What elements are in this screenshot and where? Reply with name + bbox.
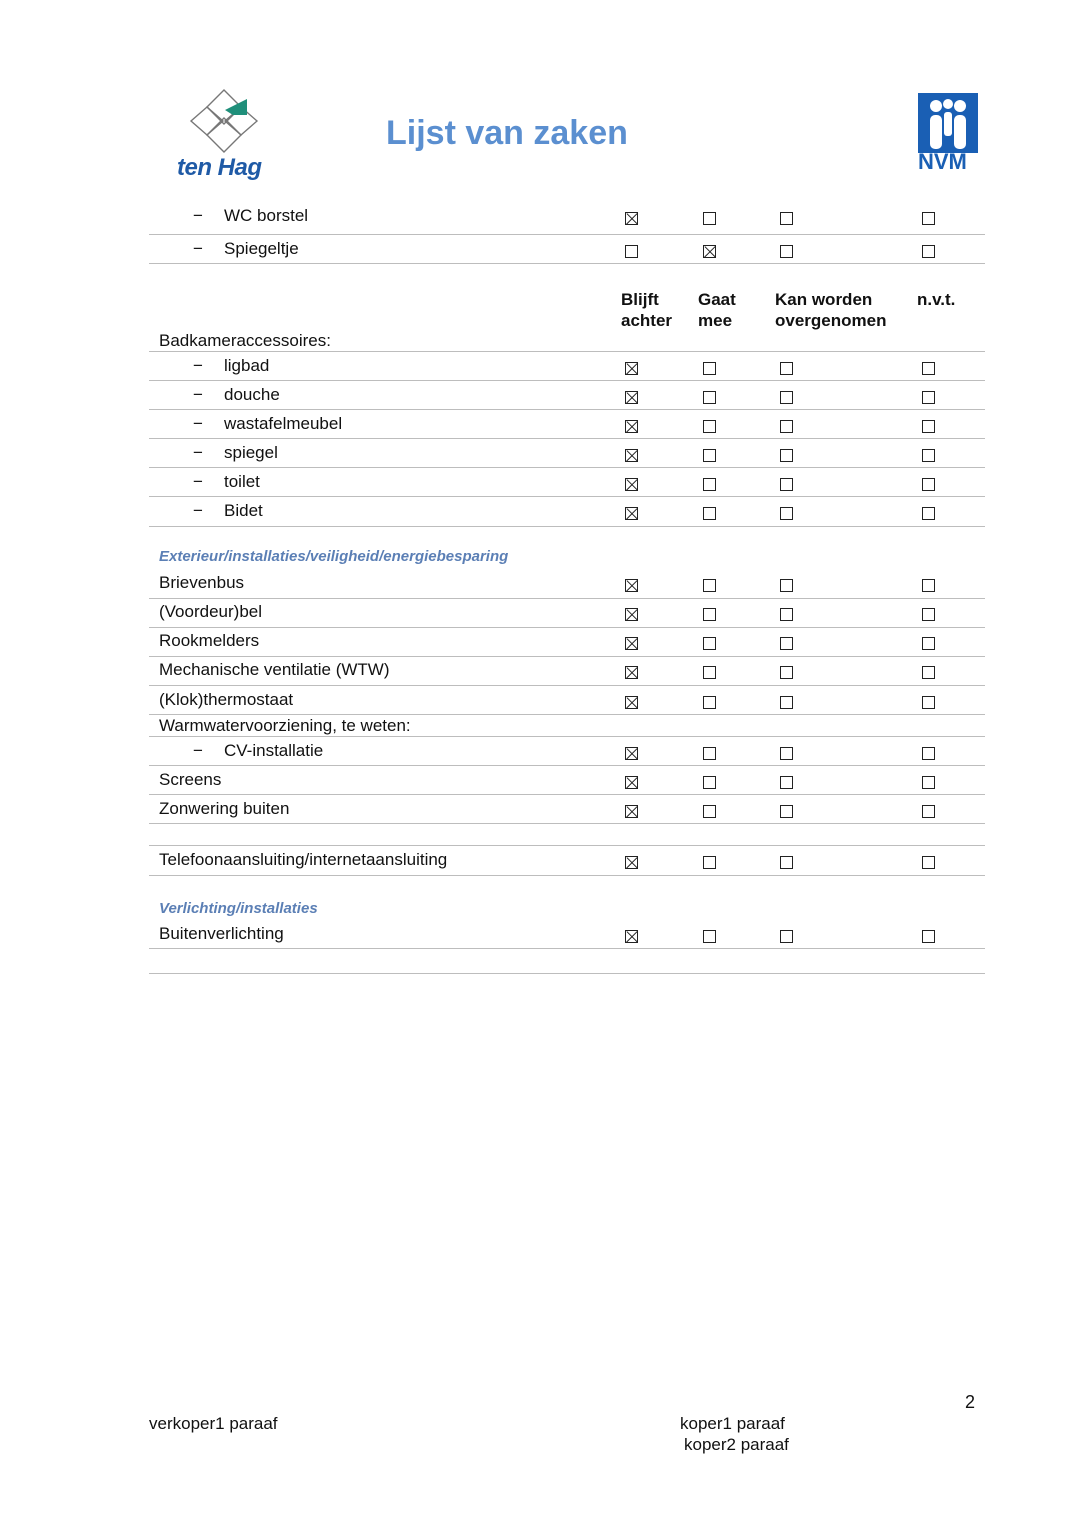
list-dash-icon: − bbox=[193, 443, 203, 462]
column-header-line: n.v.t. bbox=[917, 290, 956, 309]
column-header-blijft-achter bbox=[621, 289, 672, 331]
row-label: Spiegeltje bbox=[224, 239, 299, 258]
checkbox-gaat-mee[interactable] bbox=[703, 507, 716, 520]
list-dash-icon: − bbox=[193, 501, 203, 520]
checkbox-nvt[interactable] bbox=[922, 245, 935, 258]
table-row bbox=[149, 766, 985, 795]
checkbox-blijft-achter[interactable] bbox=[625, 696, 638, 709]
row-label: Buitenverlichting bbox=[159, 924, 284, 943]
table-row bbox=[149, 598, 985, 628]
row-label: ligbad bbox=[224, 356, 270, 375]
checkbox-gaat-mee[interactable] bbox=[703, 776, 716, 789]
table-row bbox=[149, 737, 985, 766]
table-row bbox=[149, 920, 985, 949]
checkbox-kan-worden-overgenomen[interactable] bbox=[780, 747, 793, 760]
checkbox-kan-worden-overgenomen[interactable] bbox=[780, 696, 793, 709]
column-header-line: Gaat bbox=[698, 290, 736, 309]
checkbox-blijft-achter[interactable] bbox=[625, 362, 638, 375]
checkbox-gaat-mee[interactable] bbox=[703, 449, 716, 462]
list-dash-icon: − bbox=[193, 239, 203, 258]
checkbox-blijft-achter[interactable] bbox=[625, 856, 638, 869]
column-header-nvt bbox=[917, 289, 955, 310]
column-header-line: Kan worden bbox=[775, 290, 873, 309]
row-label: CV-installatie bbox=[224, 741, 324, 760]
table-row bbox=[149, 846, 985, 876]
seller-initials-label: verkoper1 paraaf bbox=[149, 1414, 278, 1433]
table-row bbox=[149, 381, 985, 410]
table-row bbox=[149, 824, 985, 846]
checkbox-nvt[interactable] bbox=[922, 747, 935, 760]
checkbox-blijft-achter[interactable] bbox=[625, 666, 638, 679]
checkbox-blijft-achter[interactable] bbox=[625, 608, 638, 621]
pinwheel-icon bbox=[189, 88, 259, 154]
nvm-logo bbox=[918, 93, 980, 177]
checkbox-nvt[interactable] bbox=[922, 362, 935, 375]
row-label: Brievenbus bbox=[159, 573, 245, 592]
checkbox-gaat-mee[interactable] bbox=[703, 212, 716, 225]
checkbox-nvt[interactable] bbox=[922, 478, 935, 491]
column-header-line: overgenomen bbox=[775, 311, 887, 330]
checkbox-nvt[interactable] bbox=[922, 449, 935, 462]
checkbox-blijft-achter[interactable] bbox=[625, 637, 638, 650]
nvm-logo-text: NVM bbox=[918, 149, 967, 174]
checkbox-blijft-achter[interactable] bbox=[625, 449, 638, 462]
checkbox-kan-worden-overgenomen[interactable] bbox=[780, 776, 793, 789]
checkbox-nvt[interactable] bbox=[922, 608, 935, 621]
checkbox-gaat-mee[interactable] bbox=[703, 696, 716, 709]
checkbox-gaat-mee[interactable] bbox=[703, 391, 716, 404]
checkbox-nvt[interactable] bbox=[922, 696, 935, 709]
checkbox-kan-worden-overgenomen[interactable] bbox=[780, 856, 793, 869]
table-row bbox=[149, 439, 985, 468]
checkbox-nvt[interactable] bbox=[922, 930, 935, 943]
row-label: Rookmelders bbox=[159, 631, 260, 650]
row-label: toilet bbox=[224, 472, 260, 491]
checkbox-kan-worden-overgenomen[interactable] bbox=[780, 637, 793, 650]
buyer1-initials-label: koper1 paraaf bbox=[680, 1414, 785, 1433]
checkbox-nvt[interactable] bbox=[922, 507, 935, 520]
checkbox-kan-worden-overgenomen[interactable] bbox=[780, 449, 793, 462]
list-dash-icon: − bbox=[193, 414, 203, 433]
checkbox-nvt[interactable] bbox=[922, 805, 935, 818]
column-header-line: achter bbox=[621, 311, 673, 330]
row-label: Warmwatervoorziening, te weten: bbox=[159, 716, 411, 735]
checkbox-gaat-mee[interactable] bbox=[703, 362, 716, 375]
checkbox-kan-worden-overgenomen[interactable] bbox=[780, 608, 793, 621]
checkbox-nvt[interactable] bbox=[922, 391, 935, 404]
checkbox-gaat-mee[interactable] bbox=[703, 420, 716, 433]
table-row bbox=[149, 468, 985, 497]
checkbox-gaat-mee[interactable] bbox=[703, 579, 716, 592]
checkbox-kan-worden-overgenomen[interactable] bbox=[780, 666, 793, 679]
checkbox-blijft-achter[interactable] bbox=[625, 245, 638, 258]
checkbox-nvt[interactable] bbox=[922, 637, 935, 650]
list-dash-icon: − bbox=[193, 356, 203, 375]
checkbox-blijft-achter[interactable] bbox=[625, 507, 638, 520]
checkbox-gaat-mee[interactable] bbox=[703, 856, 716, 869]
row-label: Bidet bbox=[224, 501, 263, 520]
checkbox-kan-worden-overgenomen[interactable] bbox=[780, 579, 793, 592]
checkbox-gaat-mee[interactable] bbox=[703, 637, 716, 650]
list-dash-icon: − bbox=[193, 385, 203, 404]
column-header-line: Blijft bbox=[621, 290, 659, 309]
checkbox-gaat-mee[interactable] bbox=[703, 478, 716, 491]
nvm-logo-mark bbox=[918, 93, 978, 153]
checkbox-blijft-achter[interactable] bbox=[625, 420, 638, 433]
row-label: Screens bbox=[159, 770, 222, 789]
buyer2-initials-label: koper2 paraaf bbox=[684, 1435, 789, 1454]
checkbox-nvt[interactable] bbox=[922, 776, 935, 789]
checkbox-blijft-achter[interactable] bbox=[625, 579, 638, 592]
checkbox-gaat-mee[interactable] bbox=[703, 666, 716, 679]
checkbox-blijft-achter[interactable] bbox=[625, 805, 638, 818]
list-dash-icon: − bbox=[193, 472, 203, 491]
page-number: 2 bbox=[965, 1392, 976, 1412]
checkbox-blijft-achter[interactable] bbox=[625, 747, 638, 760]
checkbox-kan-worden-overgenomen[interactable] bbox=[780, 507, 793, 520]
row-label: Mechanische ventilatie (WTW) bbox=[159, 660, 390, 679]
checkbox-blijft-achter[interactable] bbox=[625, 776, 638, 789]
checkbox-kan-worden-overgenomen[interactable] bbox=[780, 420, 793, 433]
page-title: Lijst van zaken bbox=[386, 114, 628, 152]
column-header-line: mee bbox=[698, 311, 733, 330]
checkbox-nvt[interactable] bbox=[922, 856, 935, 869]
checkbox-blijft-achter[interactable] bbox=[625, 391, 638, 404]
checkbox-nvt[interactable] bbox=[922, 420, 935, 433]
table-row bbox=[149, 949, 985, 974]
row-label: douche bbox=[224, 385, 280, 404]
list-dash-icon: − bbox=[193, 741, 203, 760]
table-row bbox=[149, 627, 985, 657]
table-row bbox=[149, 410, 985, 439]
table-row bbox=[149, 569, 985, 599]
section-title-verlichting: Verlichting/installaties bbox=[159, 900, 318, 917]
column-header-kan-worden-overgenomen bbox=[775, 289, 886, 331]
row-label: Badkameraccessoires: bbox=[159, 331, 331, 350]
table-row bbox=[149, 715, 985, 737]
table-row bbox=[149, 656, 985, 686]
section-title-exterieur: Exterieur/installaties/veiligheid/energiebesparing bbox=[159, 548, 509, 565]
table-row bbox=[149, 330, 985, 352]
row-label: Zonwering buiten bbox=[159, 799, 290, 818]
ten-hag-logo-text: ten Hag bbox=[177, 154, 262, 181]
checkbox-kan-worden-overgenomen[interactable] bbox=[780, 212, 793, 225]
ten-hag-logo bbox=[175, 88, 285, 188]
checkbox-kan-worden-overgenomen[interactable] bbox=[780, 930, 793, 943]
checkbox-gaat-mee[interactable] bbox=[703, 805, 716, 818]
checkbox-blijft-achter[interactable] bbox=[625, 930, 638, 943]
checkbox-kan-worden-overgenomen[interactable] bbox=[780, 805, 793, 818]
checkbox-blijft-achter[interactable] bbox=[625, 212, 638, 225]
checkbox-gaat-mee[interactable] bbox=[703, 747, 716, 760]
table-row bbox=[149, 686, 985, 715]
checkbox-nvt[interactable] bbox=[922, 666, 935, 679]
table-row bbox=[149, 235, 985, 264]
row-label: (Klok)thermostaat bbox=[159, 690, 294, 709]
checkbox-kan-worden-overgenomen[interactable] bbox=[780, 478, 793, 491]
row-label: wastafelmeubel bbox=[224, 414, 343, 433]
checkbox-gaat-mee[interactable] bbox=[703, 608, 716, 621]
checkbox-gaat-mee[interactable] bbox=[703, 930, 716, 943]
row-label: spiegel bbox=[224, 443, 278, 462]
column-header-gaat-mee bbox=[698, 289, 736, 331]
checkbox-kan-worden-overgenomen[interactable] bbox=[780, 245, 793, 258]
table-row bbox=[149, 202, 985, 235]
checkbox-blijft-achter[interactable] bbox=[625, 478, 638, 491]
checkbox-nvt[interactable] bbox=[922, 579, 935, 592]
checkbox-kan-worden-overgenomen[interactable] bbox=[780, 391, 793, 404]
table-row bbox=[149, 352, 985, 381]
table-row bbox=[149, 795, 985, 824]
list-dash-icon: − bbox=[193, 206, 203, 225]
checkbox-kan-worden-overgenomen[interactable] bbox=[780, 362, 793, 375]
checkbox-gaat-mee[interactable] bbox=[703, 245, 716, 258]
row-label: Telefoonaansluiting/internetaansluiting bbox=[159, 850, 448, 869]
row-label: (Voordeur)bel bbox=[159, 602, 263, 621]
checkbox-nvt[interactable] bbox=[922, 212, 935, 225]
table-row bbox=[149, 497, 985, 527]
row-label: WC borstel bbox=[224, 206, 309, 225]
